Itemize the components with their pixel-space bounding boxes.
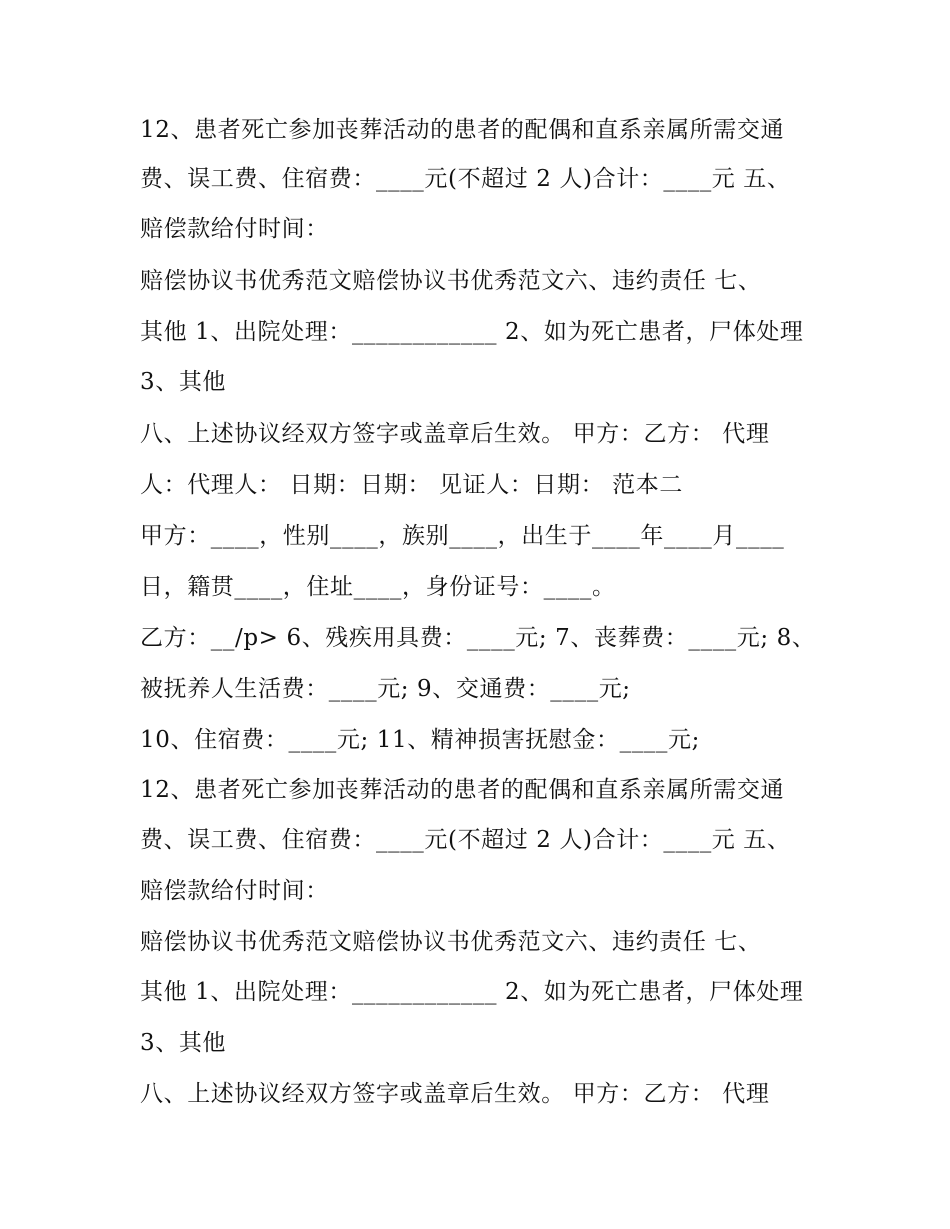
text-line: 费、误工费、住宿费：____元(不超过 2 人)合计：____元 五、: [140, 827, 791, 853]
text-line: 12、患者死亡参加丧葬活动的患者的配偶和直系亲属所需交通: [140, 777, 785, 803]
text-line: 八、上述协议经双方签字或盖章后生效。 甲方：乙方： 代理: [140, 421, 770, 447]
text-line: 八、上述协议经双方签字或盖章后生效。 甲方：乙方： 代理: [140, 1081, 770, 1107]
text-line: 人：代理人： 日期：日期： 见证人：日期： 范本二: [140, 472, 683, 498]
text-line: 3、其他: [140, 1030, 227, 1056]
text-line: 赔偿协议书优秀范文赔偿协议书优秀范文六、违约责任 七、: [140, 929, 762, 955]
text-line: 10、住宿费：____元; 11、精神损害抚慰金：____元;: [140, 727, 700, 753]
text-line: 其他 1、出院处理：____________ 2、如为死亡患者，尸体处理: [140, 319, 804, 345]
text-line: 日，籍贯____，住址____，身份证号：____。: [140, 574, 616, 600]
text-line: 12、患者死亡参加丧葬活动的患者的配偶和直系亲属所需交通: [140, 117, 785, 143]
text-line: 甲方：____，性别____，族别____，出生于____年____月____: [140, 523, 785, 549]
text-line: 赔偿款给付时间：: [140, 216, 329, 242]
text-line: 被抚养人生活费：____元; 9、交通费：____元;: [140, 676, 631, 702]
text-line: 3、其他: [140, 369, 227, 395]
text-line: 赔偿协议书优秀范文赔偿协议书优秀范文六、违约责任 七、: [140, 268, 762, 294]
text-line: 费、误工费、住宿费：____元(不超过 2 人)合计：____元 五、: [140, 166, 791, 192]
text-line: 其他 1、出院处理：____________ 2、如为死亡患者，尸体处理: [140, 979, 804, 1005]
text-line: 赔偿款给付时间：: [140, 878, 329, 904]
text-line: 乙方：__/p> 6、残疾用具费：____元; 7、丧葬费：____元; 8、: [140, 625, 816, 651]
